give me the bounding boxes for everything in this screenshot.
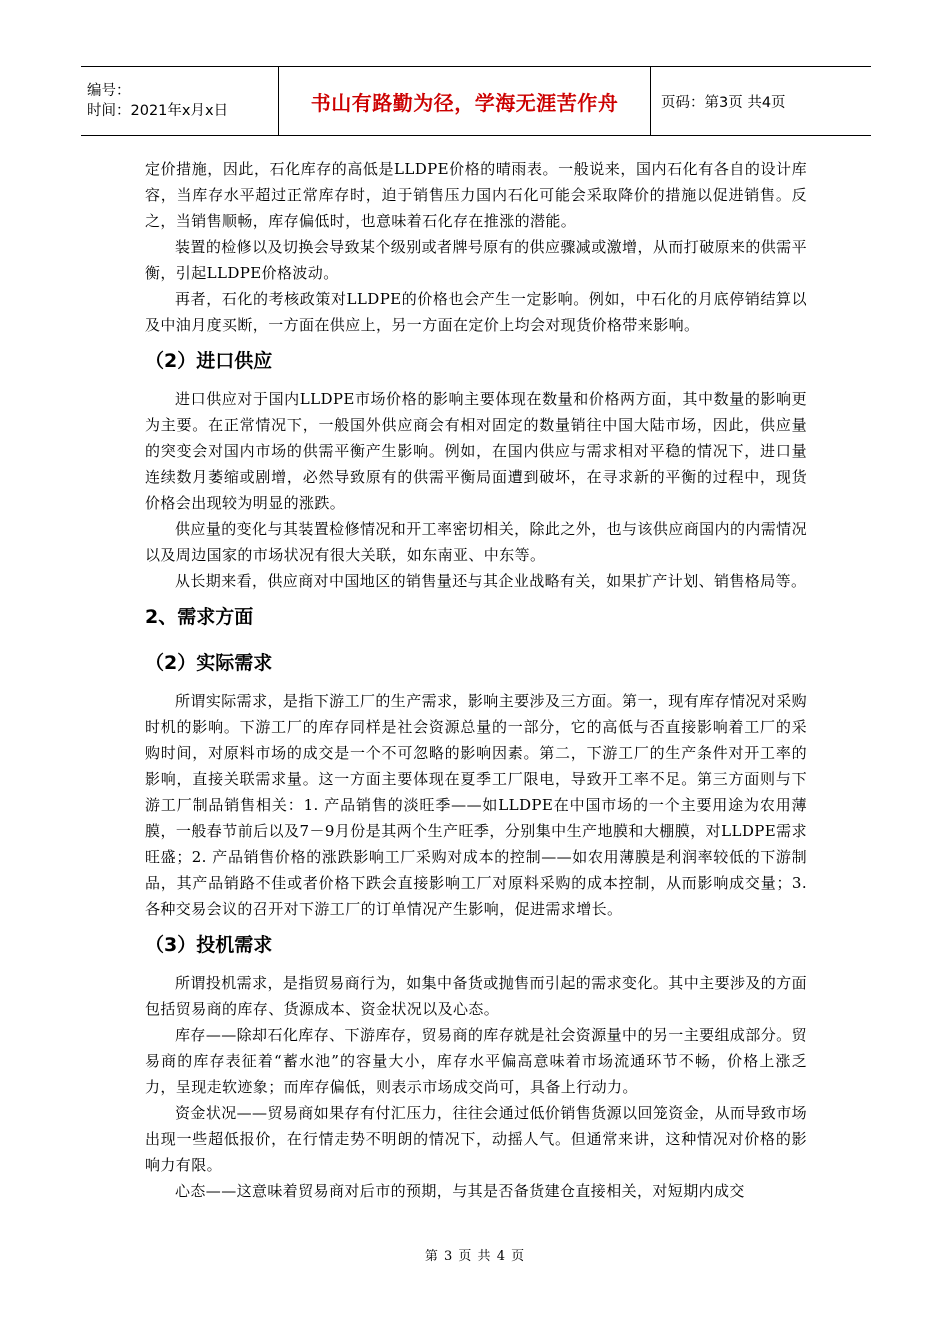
section-heading-import-supply: （2）进口供应 [145, 350, 273, 372]
section-heading-speculative-demand: （3）投机需求 [145, 934, 273, 956]
paragraph: 心态——这意味着贸易商对后市的预期，与其是否备货建仓直接相关，对短期内成交 [175, 1182, 745, 1200]
paragraph: 进口供应对于国内LLDPE市场价格的影响主要体现在数量和价格两方面，其中数量的影响更为主要。在正常情况下，一般国外供应商会有相对固定的数量销往中国大陆市场，因此，供应量的突变会对国内市场的供需平衡产生影响。例如，在国内供应与需求相对平稳的情况下，进口量连续数月萎缩或剧增，必然导致原有的供需平衡局面遭到破坏，在寻求新的平衡的过程中，现货价格会出现较为明显的涨跌。 [145, 390, 807, 512]
paragraph: 供应量的变化与其装置检修情况和开工率密切相关，除此之外，也与该供应商国内的内需情况以及周边国家的市场状况有很大关联，如东南亚、中东等。 [145, 520, 807, 564]
page-footer: 第 3 页 共 4 页 [424, 1249, 526, 1264]
paragraph: 从长期来看，供应商对中国地区的销售量还与其企业战略有关，如果扩产计划、销售格局等。 [175, 572, 807, 590]
doc-date-label: 时间：2021年x月x日 [87, 103, 229, 119]
section-heading-actual-demand: （2）实际需求 [145, 652, 273, 674]
doc-number-label: 编号： [87, 83, 131, 99]
header-motto: 书山有路勤为径，学海无涯苦作舟 [279, 67, 651, 135]
document-header [81, 66, 871, 136]
paragraph: 定价措施，因此，石化库存的高低是LLDPE价格的晴雨表。一般说来，国内石化有各自的设计库容，当库存水平超过正常库存时，迫于销售压力国内石化可能会采取降价的措施以促进销售。反之，当销售顺畅，库存偏低时，也意味着石化存在推涨的潜能。 [145, 160, 807, 230]
header-page-number: 页码：第3页 共4页 [661, 94, 786, 111]
document-body [145, 156, 807, 1204]
paragraph: 库存——除却石化库存、下游库存，贸易商的库存就是社会资源量中的另一主要组成部分。贸易商的库存表征着“蓄水池”的容量大小，库存水平偏高意味着市场流通环节不畅，价格上涨乏力，呈现走软迹象；而库存偏低，则表示市场成交尚可，具备上行动力。 [145, 1026, 807, 1096]
paragraph: 所谓实际需求，是指下游工厂的生产需求，影响主要涉及三方面。第一，现有库存情况对采购时机的影响。下游工厂的库存同样是社会资源总量的一部分，它的高低与否直接影响着工厂的采购时间，对原料市场的成交是一个不可忽略的影响因素。第二，下游工厂的生产条件对开工率的影响，直接关联需求量。这一方面主要体现在夏季工厂限电，导致开工率不足。第三方面则与下游工厂制品销售相关：1. 产品销售的淡旺季——如LLDPE在中国市场的一个主要用途为农用薄膜，一般春节前后以及7－9月份是其两个生产旺季，分别集中生产地膜和大棚膜，对LLDPE需求旺盛；2. 产品销售价格的涨跌影响工厂采购对成本的控制——如农用薄膜是利润率较低的下游制品，其产品销路不佳或者价格下跌会直接影响工厂对原料采购的成本控制，从而影响成交量；3. 各种交易会议的召开对下游工厂的订单情况产生影响，促进需求增长。 [145, 692, 807, 918]
paragraph: 装置的检修以及切换会导致某个级别或者牌号原有的供应骤减或激增，从而打破原来的供需平衡，引起LLDPE价格波动。 [145, 238, 807, 282]
paragraph: 所谓投机需求，是指贸易商行为，如集中备货或抛售而引起的需求变化。其中主要涉及的方面包括贸易商的库存、货源成本、资金状况以及心态。 [145, 974, 807, 1018]
paragraph: 再者，石化的考核政策对LLDPE的价格也会产生一定影响。例如，中石化的月底停销结算以及中油月度买断，一方面在供应上，另一方面在定价上均会对现货价格带来影响。 [145, 290, 807, 334]
paragraph: 资金状况——贸易商如果存有付汇压力，往往会通过低价销售货源以回笼资金，从而导致市场出现一些超低报价，在行情走势不明朗的情况下，动摇人气。但通常来讲，这种情况对价格的影响力有限。 [145, 1104, 807, 1174]
header-meta [81, 67, 279, 135]
section-heading-demand: 2、需求方面 [145, 606, 254, 628]
